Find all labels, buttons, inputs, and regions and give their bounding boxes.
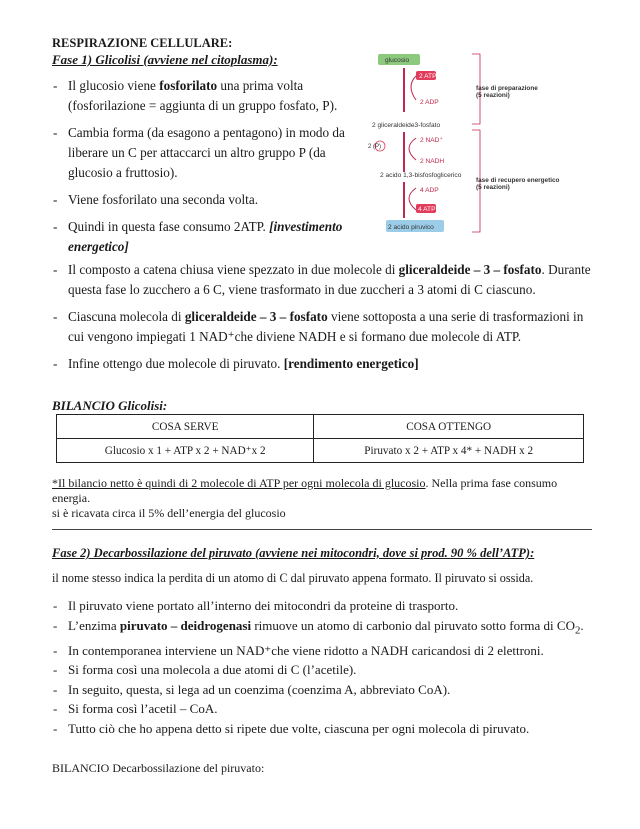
bold-term: fosforilato [159, 78, 218, 93]
text: Ciascuna molecola di [68, 309, 185, 324]
text: Quindi in questa fase consumo 2ATP. [68, 219, 270, 234]
list-item [52, 354, 592, 374]
text: . Durante questa fase lo zucchero a 6 C, viene trasformato in due zuccheri a 3 atomi di C ciascuno. [68, 262, 591, 297]
list-item [52, 307, 592, 347]
phase1-list-bottom [52, 260, 592, 381]
table-cell: Piruvato x 2 + ATP x 4* + NADH x 2 [314, 439, 584, 463]
bilancio2-heading: BILANCIO Decarbossilazione del piruvato: [52, 761, 265, 775]
piruvico-label: 2 acido piruvico [388, 224, 434, 231]
text: Il composto a catena chiusa viene spezzato in due molecole di [68, 262, 399, 277]
note-rest: . Nella prima fase consumo energia. [52, 476, 558, 505]
g3p-label: 2 gliceraldeide3-fosfato [372, 122, 441, 129]
bold-term: [investimento energetico] [68, 219, 343, 254]
list-item: - In contemporanea interviene un NAD⁺che viene ridotto a NADH caricandosi di 2 elettroni. [52, 642, 592, 660]
subscript: 2 [574, 624, 581, 637]
text: una prima volta (fosforilazione = aggiunta di un gruppo fosfato, P). [68, 78, 338, 113]
list-item: - Si forma così una molecola a due atomi di C (l’acetile). [52, 661, 592, 679]
page-title: RESPIRAZIONE CELLULARE: [52, 36, 233, 50]
nadh-label: 2 NADH [420, 158, 445, 165]
bilancio1-table [56, 414, 584, 463]
list-item [52, 217, 362, 257]
section-divider [52, 529, 592, 530]
list-item [52, 617, 592, 640]
phase1-list-top [52, 76, 362, 264]
phase-rec-sub: (5 reazioni) [476, 184, 510, 191]
list-item: - Si forma così l’acetil – CoA. [52, 700, 592, 718]
arrow-2-curve [409, 138, 416, 160]
glucosio-label: glucosio [385, 57, 410, 64]
text: Il glucosio viene [68, 78, 160, 93]
atp-in-label: 2 ATP [419, 73, 437, 80]
bold-term: gliceraldeide – 3 – fosfato [184, 309, 328, 324]
bpg-label: 2 acido 1,3-bisfosfoglicerico [380, 172, 462, 179]
phase-prep-sub: (5 reazioni) [476, 92, 510, 99]
bilancio-note [52, 476, 592, 521]
table-header: COSA OTTENGO [314, 415, 584, 439]
text: L’enzima [68, 617, 120, 633]
note-underlined: *Il bilancio netto è quindi di 2 molecole di ATP per ogni molecola di glucosio [52, 476, 426, 490]
table-header: COSA SERVE [57, 415, 314, 439]
list-item [52, 76, 362, 116]
bold-term: [rendimento energetico] [283, 356, 419, 371]
list-item: - Il piruvato viene portato all’interno dei mitocondri da proteine di trasporto. [52, 597, 592, 615]
adp1-label: 2 ADP [420, 99, 439, 106]
text: rimuove un atomo di carbonio dal piruvato sotto forma di CO [251, 617, 575, 633]
arrow-1-curve [411, 76, 416, 100]
phase-prep-label: fase di preparazione [476, 85, 538, 92]
list-item: - Viene fosforilato una seconda volta. [52, 190, 362, 210]
phase-rec-label: fase di recupero energetico [476, 177, 560, 184]
phase2-heading: Fase 2) Decarbossilazione del piruvato (avviene nei mitocondri, dove si prod. 90 % dell’ATP): [52, 546, 535, 560]
table-header-row [57, 415, 584, 439]
bold-term: gliceraldeide – 3 – fosfato [398, 262, 542, 277]
list-item: - Cambia forma (da esagono a pentagono) in modo da liberare un C per attaccarci un altro gruppo P (da glucosio a fruttosio). [52, 123, 362, 183]
list-item: - In seguito, questa, si lega ad un coenzima (coenzima A, abbreviato CoA). [52, 681, 592, 699]
bold-term: piruvato – deidrogenasi [119, 617, 252, 633]
atp-out-label: 4 ATP [418, 206, 436, 213]
glycolysis-diagram [366, 48, 596, 238]
phase1-heading: Fase 1) Glicolisi (avviene nel citoplasma): [52, 52, 278, 67]
note-line2: si è ricavata circa il 5% dell’energia del glucosio [52, 506, 286, 520]
list-item [52, 260, 592, 300]
nad-label: 2 NAD⁺ [420, 137, 443, 144]
adp2-label: 4 ADP [420, 187, 439, 194]
list-item: - Tutto ciò che ho appena detto si ripete due volte, ciascuna per ogni molecola di piruvato. [52, 720, 592, 738]
bilancio1-heading: BILANCIO Glicolisi: [52, 398, 168, 413]
text: Infine ottengo due molecole di piruvato. [68, 356, 284, 371]
p2-label: 2 (P) [368, 144, 382, 150]
phase2-intro: il nome stesso indica la perdita di un atomo di C dal piruvato appena formato. Il piruvato si ossida. [52, 571, 534, 585]
phase2-list [52, 597, 592, 739]
table-row [57, 439, 584, 463]
text: . [580, 617, 584, 633]
arrow-3-curve [409, 188, 416, 210]
text: viene sottoposta a una serie di trasformazioni in cui vengono impiegati 1 NAD⁺che diviene NADH e si formano due molecole di ATP. [68, 309, 584, 344]
table-cell: Glucosio x 1 + ATP x 2 + NAD⁺x 2 [57, 439, 314, 463]
